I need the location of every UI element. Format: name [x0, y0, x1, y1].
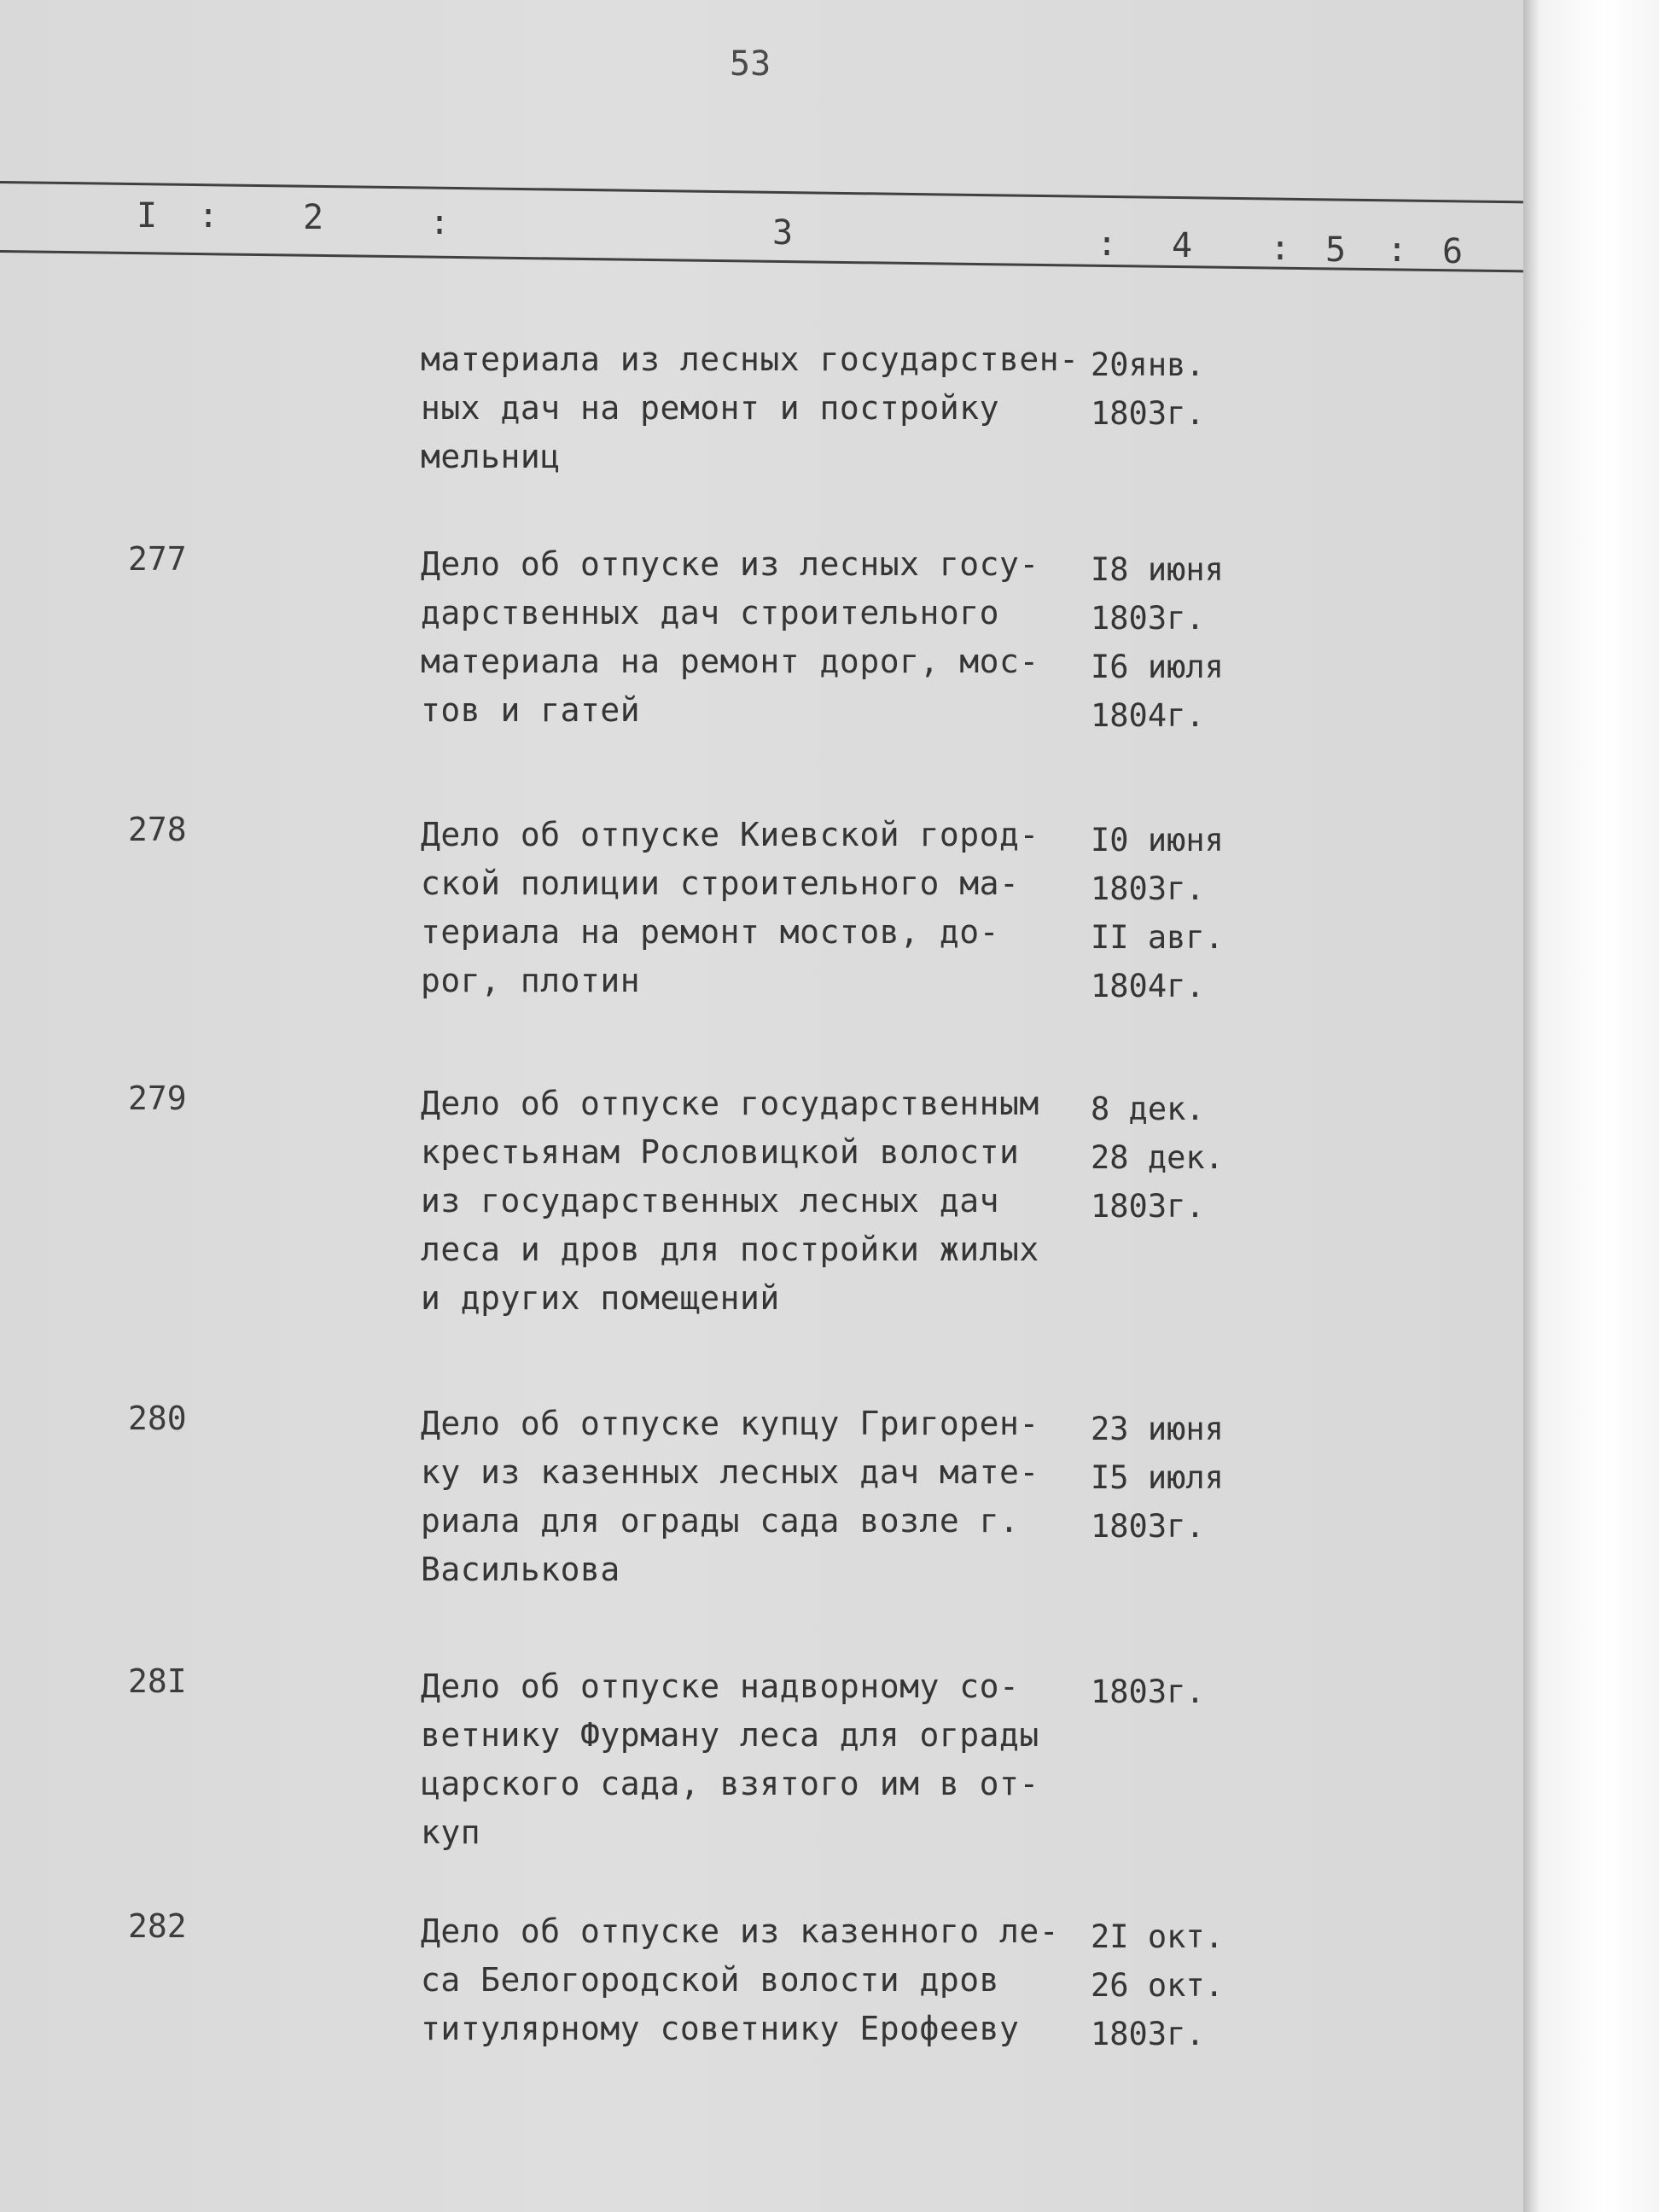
col-header-sep-4: : [1270, 229, 1291, 268]
description-line: крестьянам Рословицкой волости [421, 1133, 1020, 1171]
entry-number: 278 [128, 811, 187, 848]
description-line: териала на ремонт мостов, до- [421, 913, 999, 951]
entry-description [421, 1662, 1086, 1857]
entry-description [421, 1080, 1086, 1323]
description-line: Дело об отпуске государственным [421, 1085, 1039, 1122]
date-line: 1804г. [1091, 968, 1205, 1004]
entry-description [421, 1907, 1086, 2053]
description-line: ных дач на ремонт и постройку [421, 389, 999, 427]
entry-dates [1091, 1085, 1224, 1231]
entry-number: 279 [128, 1080, 187, 1117]
date-line: 1803г. [1091, 870, 1205, 907]
entry-description [421, 1400, 1086, 1594]
col-header-4: 4 [1172, 226, 1193, 265]
date-line: I8 июня [1091, 551, 1224, 588]
description-line: леса и дров для постройки жилых [421, 1231, 1039, 1268]
entry-number: 277 [128, 540, 187, 578]
description-line: куп [421, 1813, 481, 1851]
description-line: материала на ремонт дорог, мос- [421, 643, 1039, 680]
entry-number: 28I [128, 1662, 187, 1700]
date-line: 1803г. [1091, 600, 1205, 637]
description-line: Дело об отпуске из лесных госу- [421, 545, 1039, 583]
page-edge [1523, 0, 1659, 2212]
entry-description [421, 540, 1086, 735]
date-line: I6 июля [1091, 649, 1224, 685]
description-line: Дело об отпуске из казенного ле- [421, 1912, 1060, 1950]
date-line: 1803г. [1091, 1188, 1205, 1225]
col-header-2: 2 [303, 198, 324, 237]
description-line: Василькова [421, 1551, 620, 1588]
date-line: 20янв. [1091, 346, 1205, 383]
date-line: 8 дек. [1091, 1091, 1205, 1127]
col-header-6: 6 [1442, 232, 1464, 271]
description-line: царского сада, взятого им в от- [421, 1765, 1039, 1802]
entry-dates [1091, 1912, 1224, 2058]
entry-description [421, 335, 1086, 481]
entry-dates [1091, 1668, 1205, 1716]
col-header-5: 5 [1325, 230, 1347, 270]
entry-dates [1091, 341, 1205, 438]
description-line: Дело об отпуске купцу Григорен- [421, 1405, 1039, 1442]
date-line: 1803г. [1091, 2016, 1205, 2052]
description-line: рог, плотин [421, 962, 641, 999]
date-line: 1804г. [1091, 697, 1205, 734]
date-line: I5 июля [1091, 1459, 1224, 1496]
date-line: 26 окт. [1091, 1967, 1224, 2004]
date-line: 1803г. [1091, 1674, 1205, 1710]
description-line: мельниц [421, 438, 561, 475]
description-line: ку из казенных лесных дач мате- [421, 1453, 1039, 1491]
description-line: тов и гатей [421, 691, 641, 729]
date-line: 1803г. [1091, 395, 1205, 432]
date-line: I0 июня [1091, 822, 1224, 859]
description-line: риала для ограды сада возле г. [421, 1502, 1020, 1540]
date-line: 23 июня [1091, 1411, 1224, 1447]
date-line: 1803г. [1091, 1508, 1205, 1545]
date-line: 28 дек. [1091, 1139, 1224, 1176]
description-line: са Белогородской волости дров [421, 1961, 999, 1999]
col-header-sep-5: : [1387, 230, 1408, 270]
col-header-sep-3: : [1097, 224, 1118, 264]
col-header-3: 3 [772, 213, 794, 253]
entry-number: 280 [128, 1400, 187, 1437]
page-number: 53 [730, 44, 771, 84]
entry-dates [1091, 1405, 1224, 1551]
description-line: и других помещений [421, 1279, 780, 1317]
col-header-sep-2: : [429, 203, 451, 242]
date-line: 2I окт. [1091, 1918, 1224, 1955]
entry-dates [1091, 816, 1224, 1010]
entry-description [421, 811, 1086, 1005]
description-line: дарственных дач строительного [421, 594, 999, 632]
description-line: титулярному советнику Ерофееву [421, 2010, 1020, 2047]
description-line: ской полиции строительного ма- [421, 864, 1020, 902]
description-line: из государственных лесных дач [421, 1182, 999, 1220]
date-line: II авг. [1091, 919, 1224, 956]
description-line: Дело об отпуске Киевской город- [421, 816, 1039, 853]
entry-dates [1091, 545, 1224, 740]
description-line: ветнику Фурману леса для ограды [421, 1716, 1039, 1754]
col-header-sep-1: : [198, 196, 219, 236]
col-header-1: I [137, 196, 158, 236]
description-line: материала из лесных государствен- [421, 341, 1080, 378]
description-line: Дело об отпуске надворному со- [421, 1668, 1020, 1705]
entry-number: 282 [128, 1907, 187, 1945]
